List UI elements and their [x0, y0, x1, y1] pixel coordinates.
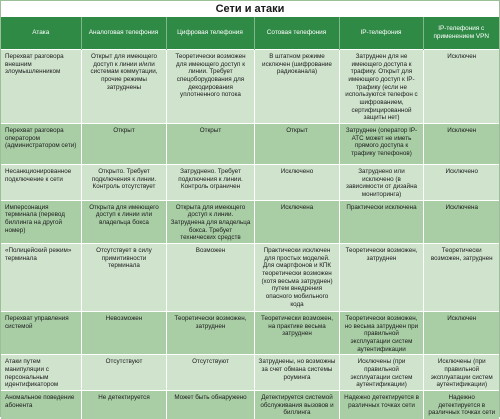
table-cell: Надежно детектируется в различных точках сети [339, 391, 423, 419]
header-cell: Сотовая телефония [254, 17, 339, 50]
table-cell: Затруднен для не имеющего доступа к трафику. Открыт для имеющего доступ к IP-трафику (если не используются телефон с шифрованием, сертифицированной защиты нет) [339, 50, 423, 124]
header-cell: Атака [1, 17, 81, 50]
table-row [1, 50, 499, 124]
header-cell: IP-телефония с применением VPN [423, 17, 499, 50]
table-cell: В штатном режиме исключен (шифрование радиоканала) [254, 50, 339, 124]
table-cell: Открыта для имеющего доступ к линии или владельца бокса [81, 200, 166, 243]
table-cell: Теоретически возможен, затруднен [166, 312, 254, 355]
table-cell: Затруднен (оператор IP-АТС может не иметь прямого доступа к трафику телефонов) [339, 124, 423, 165]
header-cell: IP-телефония [339, 17, 423, 50]
table-cell: Исключена [423, 200, 499, 243]
table-cell: Не детектируется [81, 391, 166, 419]
table-cell: Практически исключена [339, 200, 423, 243]
header-cell: Цифровая телефония [166, 17, 254, 50]
table-cell: Отсутствуют [81, 355, 166, 391]
table-cell: Открыт для имеющего доступ к линии и/или системам коммутации, прочие режимы затруднены [81, 50, 166, 124]
table-cell: Исключен [423, 50, 499, 124]
table-cell: Исключен [423, 124, 499, 165]
table-row [1, 165, 499, 201]
table-cell: Может быть обнаружено [166, 391, 254, 419]
table-cell: Открыт [81, 124, 166, 165]
table-row [1, 200, 499, 243]
header-cell: Аналоговая телефония [81, 17, 166, 50]
attack-cell: «Полицейский режим» терминала [1, 244, 81, 312]
table-row [1, 355, 499, 391]
table-cell: Исключено [254, 165, 339, 201]
table-row [1, 312, 499, 355]
table-cell: Исключены (при правильной эксплуатации систем аутентификации) [423, 355, 499, 391]
attack-cell: Несанкционированное подключение к сети [1, 165, 81, 201]
table-cell: Теоретически возможен, затруднен [423, 244, 499, 312]
table-cell: Затруднено или исключено (в зависимости от дизайна мониторинга) [339, 165, 423, 201]
table-cell: Возможен [166, 244, 254, 312]
table-cell: Отсутствуют [166, 355, 254, 391]
table-cell: Затруднены, но возможны за счет обмана системы роуминга [254, 355, 339, 391]
table-cell: Открыт [166, 124, 254, 165]
table-row [1, 391, 499, 419]
table-cell: Открыта для имеющего доступ к линии. Затруднена для владельца бокса. Требует технических средств [166, 200, 254, 243]
table-row [1, 124, 499, 165]
table-cell: Открыт [254, 124, 339, 165]
table-title: Сети и атаки [1, 1, 499, 17]
table-cell: Отсутствует в силу примитивности терминала [81, 244, 166, 312]
table-cell: Теоретически возможен, затруднен [339, 244, 423, 312]
attack-cell: Перехват разговора оператором (администратором сети) [1, 124, 81, 165]
table-cell: Практически исключен для простых моделей. Для смартфонов и КПК теоретически возможен (хотя весьма затруднен) путем внедрения опасного мобильного кода [254, 244, 339, 312]
table-cell: Теоретически возможен, но весьма затруднен при правильной эксплуатации систем аутентификации [339, 312, 423, 355]
table-cell: Теоретически возможен для имеющего доступ к линии. Требует спецоборудования для декодирования уплотненного потока [166, 50, 254, 124]
table-cell: Исключен [423, 312, 499, 355]
comparison-table [1, 17, 499, 419]
table-cell: Исключено [423, 165, 499, 201]
table-cell: Невозможен [81, 312, 166, 355]
table-cell: Исключена [254, 200, 339, 243]
attack-cell: Перехват разговора внешним злоумышленником [1, 50, 81, 124]
table-cell: Теоретически возможен, на практике весьма затруднен [254, 312, 339, 355]
table-cell: Надежно детектируется в различных точках сети [423, 391, 499, 419]
table-row [1, 244, 499, 312]
attack-cell: Перехват управления системой [1, 312, 81, 355]
table-cell: Открыто. Требует подключения к линии. Контроль отсутствует [81, 165, 166, 201]
header-row [1, 17, 499, 50]
table-cell: Затруднено. Требует подключения к линии. Контроль ограничен [166, 165, 254, 201]
attack-cell: Атаки путем манипуляции с персональным идентификатором [1, 355, 81, 391]
table-cell: Исключены (при правильной эксплуатации систем аутентификации) [339, 355, 423, 391]
attack-cell: Имперсонация терминала (перевод биллинга на другой номер) [1, 200, 81, 243]
attack-cell: Аномальное поведение абонента [1, 391, 81, 419]
table-cell: Детектируется системой обслуживания вызовов и биллинга [254, 391, 339, 419]
